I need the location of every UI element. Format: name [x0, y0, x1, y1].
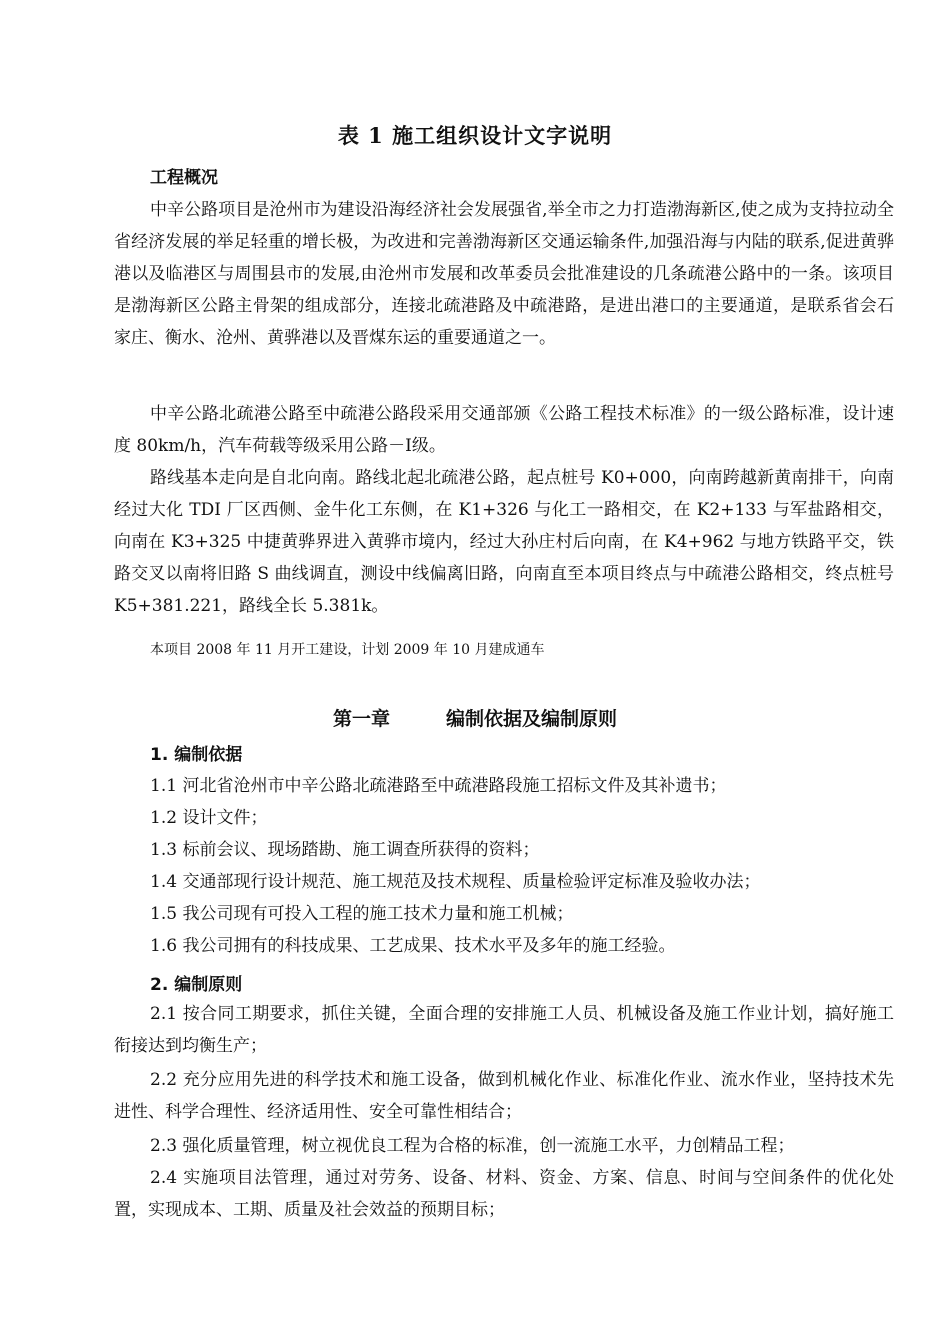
overview-paragraph-1: 中辛公路项目是沧州市为建设沿海经济社会发展强省,举全市之力打造渤海新区,使之成为支持拉动全省经济发展的举足轻重的增长极，为改进和完善渤海新区交通运输条件,加强沿海与内陆的联系,促进黄骅港以及临港区与周围县市的发展,由沧州市发展和改革委员会批准建设的几条疏港公路中的一条。该项目是渤海新区公路主骨架的组成部分，连接北疏港路及中疏港路，是进出港口的主要通道，是联系省会石家庄、衡水、沧州、黄骅港以及晋煤东运的重要通道之一。 [114, 200, 894, 348]
list-item: 1.2 设计文件； [150, 808, 268, 828]
overview-paragraph-3: 路线基本走向是自北向南。路线北起北疏港公路，起点桩号 K0+000，向南跨越新黄南排干，向南经过大化 TDI 厂区西侧、金牛化工东侧，在 K1+326 与化工一路相交，在 K2+133 与军盐路相交，向南在 K3+325 中捷黄骅界进入黄骅市境内，经过大孙庄村后向南，在 K4+962 与地方铁路平交，铁路交叉以南将旧路 S 曲线调直，测设中线偏离旧路，向南直至本项目终点与中疏港公路相交，终点桩号 K5+381.221，路线全长 5.381k。 [114, 468, 894, 616]
schedule-note: 本项目 2008 年 11 月开工建设，计划 2009 年 10 月建成通车 [150, 642, 545, 658]
principles-heading: 2. 编制原则 [150, 975, 243, 995]
basis-heading: 1. 编制依据 [150, 745, 243, 765]
basis-list [150, 770, 910, 962]
document-title: 表 1 施工组织设计文字说明 [337, 123, 613, 148]
chapter-title: 编制依据及编制原则 [446, 708, 618, 730]
list-item: 1.4 交通部现行设计规范、施工规范及技术规程、质量检验评定标准及验收办法； [150, 872, 761, 892]
principle-item: 2.3 强化质量管理，树立视优良工程为合格的标准，创一流施工水平，力创精品工程； [150, 1136, 795, 1156]
overview-paragraph-2: 中辛公路北疏港公路至中疏港公路段采用交通部颁《公路工程技术标准》的一级公路标准，设计速度 80km/h，汽车荷载等级采用公路－Ⅰ级。 [114, 404, 894, 456]
list-item: 1.6 我公司拥有的科技成果、工艺成果、技术水平及多年的施工经验。 [150, 936, 676, 956]
principle-item: 2.1 按合同工期要求，抓住关键，全面合理的安排施工人员、机械设备及施工作业计划，搞好施工衔接达到均衡生产； [114, 1004, 894, 1056]
principle-item: 2.4 实施项目法管理，通过对劳务、设备、材料、资金、方案、信息、时间与空间条件的优化处置，实现成本、工期、质量及社会效益的预期目标； [114, 1168, 894, 1220]
list-item: 1.1 河北省沧州市中辛公路北疏港路至中疏港路段施工招标文件及其补遗书； [150, 776, 727, 796]
chapter-number: 第一章 [332, 708, 390, 730]
list-item: 1.5 我公司现有可投入工程的施工技术力量和施工机械； [150, 904, 574, 924]
principle-item: 2.2 充分应用先进的科学技术和施工设备，做到机械化作业、标准化作业、流水作业，坚持技术先进性、科学合理性、经济适用性、安全可靠性相结合； [114, 1070, 894, 1122]
chapter-heading [0, 704, 950, 731]
list-item: 1.3 标前会议、现场踏勘、施工调查所获得的资料； [150, 840, 540, 860]
overview-heading: 工程概况 [150, 168, 218, 188]
